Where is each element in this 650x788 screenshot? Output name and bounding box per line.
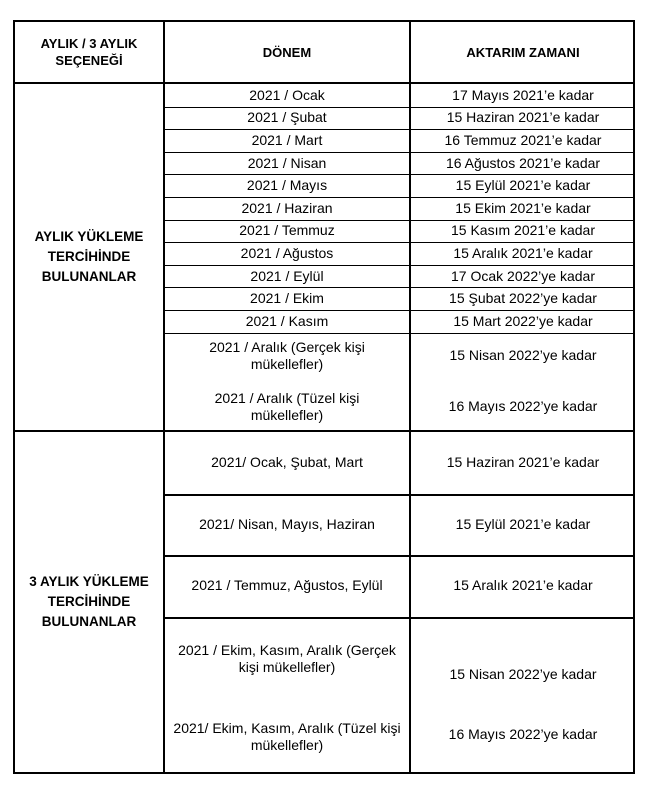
december-legal-period: 2021 / Aralık (Tüzel kişi mükellefler) xyxy=(214,389,360,423)
monthly-time-cell: 15 Aralık 2021’e kadar xyxy=(453,244,593,261)
quarterly-period-cell: 2021/ Nisan, Mayıs, Haziran xyxy=(199,515,375,532)
monthly-period-cell: 2021 / Ocak xyxy=(249,86,325,103)
monthly-period-cell: 2021 / Haziran xyxy=(241,199,333,216)
quarterly-time-cell: 15 Aralık 2021’e kadar xyxy=(453,577,593,594)
monthly-period-cell: 2021 / Temmuz xyxy=(239,222,335,239)
monthly-group-label: AYLIK YÜKLEME TERCİHİNDE BULUNANLAR xyxy=(34,229,144,284)
monthly-period-cell: 2021 / Ağustos xyxy=(240,244,334,261)
monthly-time-cell: 15 Haziran 2021’e kadar xyxy=(446,109,600,126)
quarterly-period-cell: 2021 / Temmuz, Ağustos, Eylül xyxy=(191,577,383,594)
monthly-time-cell: 15 Eylül 2021’e kadar xyxy=(455,177,591,194)
monthly-period-cell: 2021 / Nisan xyxy=(247,154,327,171)
q4-real-period: 2021 / Ekim, Kasım, Aralık (Gerçek kişi mükellefler) xyxy=(178,642,396,675)
monthly-period-cell: 2021 / Mart xyxy=(251,131,323,148)
monthly-time-cell: 15 Kasım 2021’e kadar xyxy=(451,222,595,239)
monthly-time-cell: 16 Temmuz 2021’e kadar xyxy=(444,131,602,148)
header-transfer-time: AKTARIM ZAMANI xyxy=(466,44,580,60)
monthly-period-cell: 2021 / Kasım xyxy=(245,312,329,329)
q4-legal-time: 16 Mayıs 2022’ye kadar xyxy=(448,726,598,742)
december-real-time: 15 Nisan 2022’ye kadar xyxy=(449,347,597,363)
quarterly-group-label: 3 AYLIK YÜKLEME TERCİHİNDE BULUNANLAR xyxy=(29,574,149,629)
monthly-period-cell: 2021 / Mayıs xyxy=(246,177,328,194)
monthly-time-cell: 17 Ocak 2022’ye kadar xyxy=(451,267,595,284)
monthly-period-cell: 2021 / Ekim xyxy=(250,290,324,307)
header-option: AYLIK / 3 AYLIK SEÇENEĞİ xyxy=(40,36,138,68)
monthly-time-cell: 16 Ağustos 2021’e kadar xyxy=(445,154,601,171)
q4-legal-period: 2021/ Ekim, Kasım, Aralık (Tüzel kişi mükellefler) xyxy=(173,720,401,753)
header-period: DÖNEM xyxy=(262,44,312,60)
monthly-time-cell: 15 Mart 2022’ye kadar xyxy=(453,312,593,329)
monthly-period-cell: 2021 / Şubat xyxy=(247,109,327,126)
transfer-schedule-table xyxy=(13,20,635,774)
quarterly-time-cell: 15 Eylül 2021’e kadar xyxy=(455,515,591,532)
monthly-time-cell: 17 Mayıs 2021’e kadar xyxy=(452,86,594,103)
december-real-period: 2021 / Aralık (Gerçek kişi mükellefler) xyxy=(209,338,365,372)
monthly-period-cell: 2021 / Eylül xyxy=(250,267,324,284)
quarterly-time-cell: 15 Haziran 2021’e kadar xyxy=(446,454,600,471)
december-legal-time: 16 Mayıs 2022’ye kadar xyxy=(448,398,598,414)
quarterly-period-cell: 2021/ Ocak, Şubat, Mart xyxy=(211,454,363,471)
q4-real-time: 15 Nisan 2022’ye kadar xyxy=(449,666,597,682)
monthly-time-cell: 15 Şubat 2022’ye kadar xyxy=(449,290,597,307)
row-divider xyxy=(165,617,633,619)
monthly-time-cell: 15 Ekim 2021’e kadar xyxy=(455,199,591,216)
